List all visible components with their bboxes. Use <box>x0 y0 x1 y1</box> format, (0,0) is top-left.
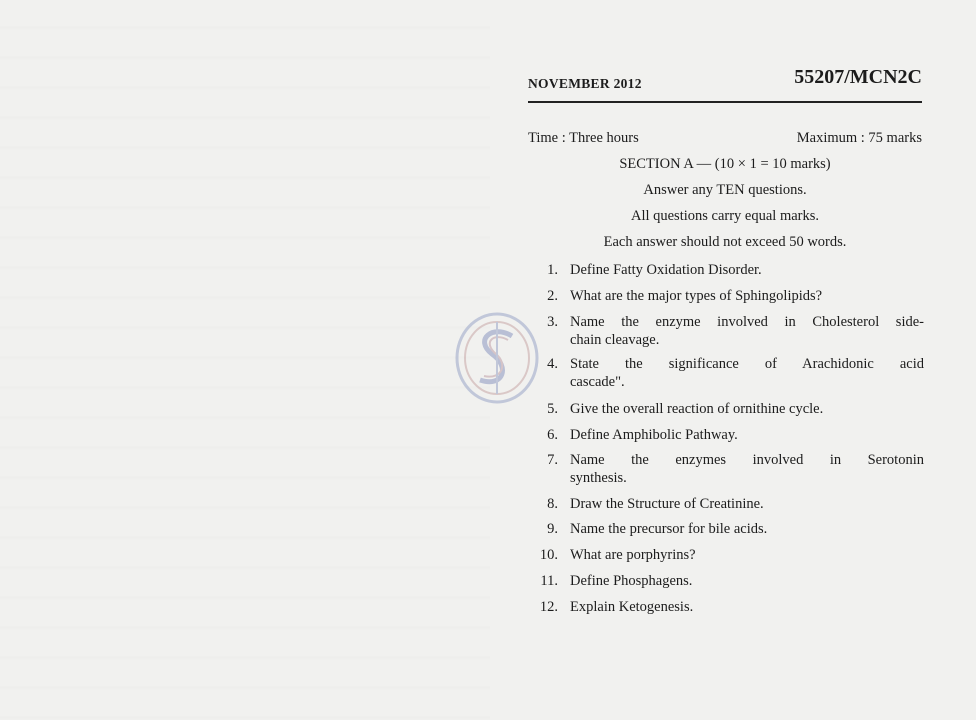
question-text: Define Fatty Oxidation Disorder. <box>570 262 762 278</box>
question-text-line2: chain cleavage. <box>570 332 660 348</box>
exam-header <box>528 66 922 100</box>
question-text: What are porphyrins? <box>570 547 696 563</box>
question-number: 5. <box>547 401 558 417</box>
question-text-line2: synthesis. <box>570 470 627 486</box>
watermark-seal-icon <box>452 310 542 406</box>
question-text: Draw the Structure of Creatinine. <box>570 496 764 512</box>
question-text: Name the precursor for bile acids. <box>570 521 768 537</box>
paper-code: 55207/MCN2C <box>794 66 922 88</box>
question-text: Define Amphibolic Pathway. <box>570 427 738 443</box>
exam-month: NOVEMBER 2012 <box>528 76 642 91</box>
question-number: 2. <box>547 288 558 304</box>
question-text: Give the overall reaction of ornithine cycle. <box>570 401 824 417</box>
section-heading: SECTION A — (10 × 1 = 10 marks) <box>619 156 831 172</box>
question-number: 11. <box>540 573 558 589</box>
question-number: 4. <box>547 356 558 372</box>
question-text: State the significance of Arachidonic acid <box>570 356 924 372</box>
question-number: 9. <box>547 521 558 537</box>
question-number: 6. <box>547 427 558 443</box>
instruction-word-limit: Each answer should not exceed 50 words. <box>603 234 847 250</box>
question-text: Name the enzyme involved in Cholesterol side- <box>570 314 924 330</box>
question-text: Name the enzymes involved in Serotonin <box>570 452 924 468</box>
question-text: Define Phosphagens. <box>570 573 693 589</box>
question-text: Explain Ketogenesis. <box>570 599 694 615</box>
question-number: 1. <box>547 262 558 278</box>
question-text: What are the major types of Sphingolipids? <box>570 288 823 304</box>
question-text-line2: cascade". <box>570 374 625 390</box>
question-number: 10. <box>539 547 558 563</box>
instruction-equal-marks: All questions carry equal marks. <box>630 208 820 224</box>
exam-duration: Time : Three hours <box>528 130 639 146</box>
question-number: 3. <box>547 314 558 330</box>
header-divider <box>528 101 922 103</box>
question-number: 8. <box>547 496 558 512</box>
question-number: 12. <box>539 599 558 615</box>
maximum-marks: Maximum : 75 marks <box>796 130 922 146</box>
instruction-answer-any: Answer any TEN questions. <box>643 182 807 198</box>
question-number: 7. <box>547 452 558 468</box>
